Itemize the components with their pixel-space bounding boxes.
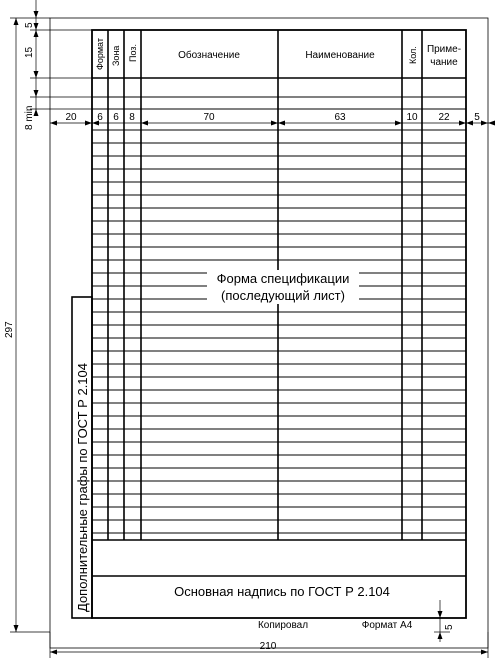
dim-pos-width: 8 xyxy=(129,112,135,123)
form-title-line2: (последующий лист) xyxy=(221,288,345,303)
dim-left-margin: 20 xyxy=(65,112,77,123)
dim-row-height: 8 min xyxy=(24,105,35,130)
dim-sheet-width: 210 xyxy=(259,641,277,652)
col-qty-header: Кол. xyxy=(408,46,418,64)
additional-columns-label: Дополнительные графы по ГОСТ Р 2.104 xyxy=(75,363,90,612)
dim-format-width: 6 xyxy=(97,112,103,123)
col-note-header-line1: Приме- xyxy=(426,44,462,55)
dim-qty-width: 10 xyxy=(406,112,418,123)
dim-top-margin: 5 xyxy=(24,22,35,28)
bottom-margin-dimension xyxy=(434,600,450,642)
col-pos-header: Поз. xyxy=(128,44,138,62)
col-designation-header: Обозначение xyxy=(178,50,240,61)
copied-label: Копировал xyxy=(257,620,309,631)
title-block-label: Основная надпись по ГОСТ Р 2.104 xyxy=(174,584,390,599)
dim-note-width: 22 xyxy=(438,112,450,123)
dim-zone-width: 6 xyxy=(113,112,119,123)
table-rows xyxy=(92,130,466,533)
dim-header-height: 15 xyxy=(24,46,35,58)
dim-sheet-height: 297 xyxy=(4,321,15,338)
dim-bottom-margin: 5 xyxy=(444,624,455,630)
form-title xyxy=(207,270,359,304)
dim-right-margin: 5 xyxy=(474,112,480,123)
format-label: Формат А4 xyxy=(361,620,413,631)
top-vertical-dimension xyxy=(30,0,92,110)
dim-name-width: 63 xyxy=(334,112,346,123)
col-zone-header: Зона xyxy=(111,45,121,66)
dim-designation-width: 70 xyxy=(203,112,215,123)
form-title-line1: Форма спецификации xyxy=(216,271,350,286)
col-format-header: Формат xyxy=(95,38,105,70)
col-name-header: Наименование xyxy=(305,50,375,61)
col-note-header-line2: чание xyxy=(430,57,458,68)
